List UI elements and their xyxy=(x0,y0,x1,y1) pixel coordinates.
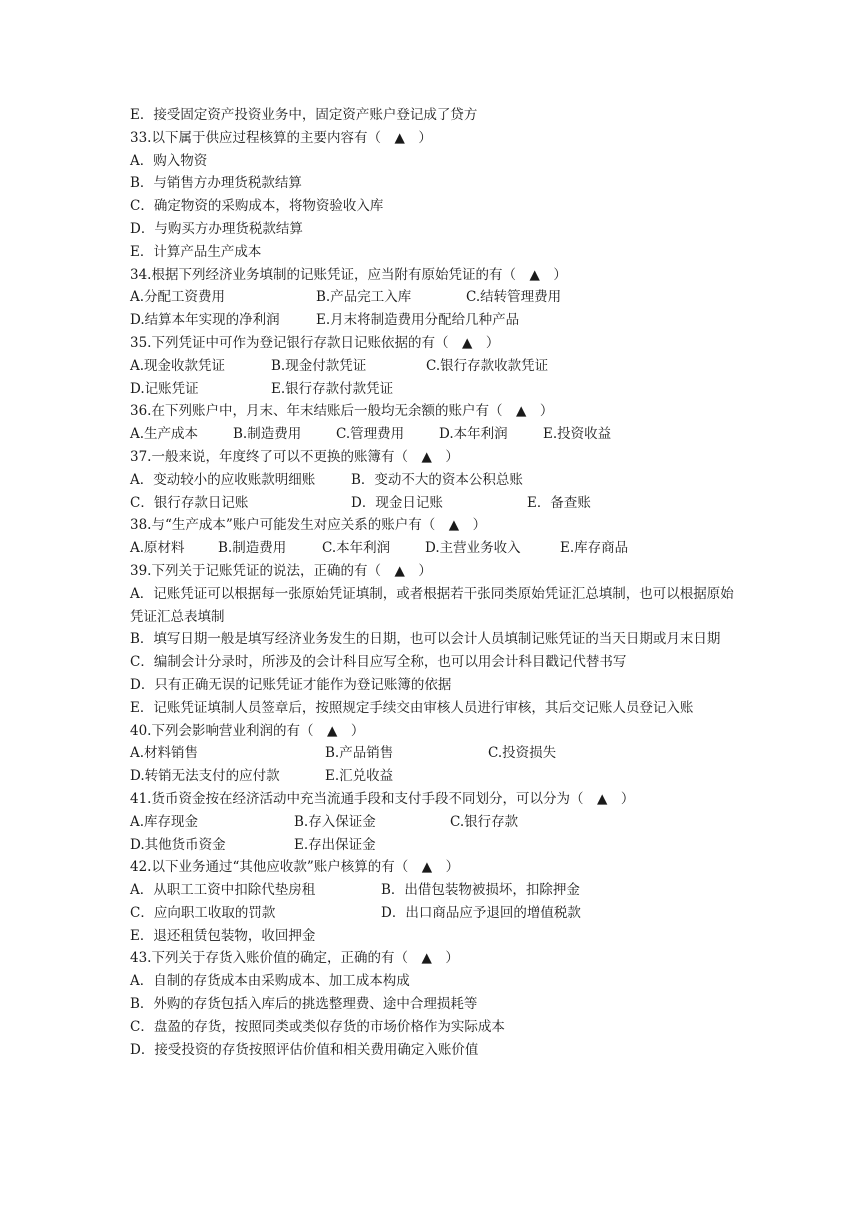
options-row xyxy=(130,286,740,309)
option-line: A．记账凭证可以根据每一张原始凭证填制，或者根据若干张同类原始凭证汇总填制，也可以根据原始凭证汇总表填制 xyxy=(130,585,734,625)
option: C.管理费用 xyxy=(336,426,405,443)
option: E.存出保证金 xyxy=(294,836,376,853)
option: D.转销无法支付的应付款 xyxy=(130,768,280,785)
options-row xyxy=(130,742,740,765)
option: D.其他货币资金 xyxy=(130,836,226,853)
options-row xyxy=(130,537,740,560)
option: B.产品完工入库 xyxy=(316,289,412,306)
option: A.库存现金 xyxy=(130,813,199,830)
option: C.投资损失 xyxy=(488,745,557,762)
options-row xyxy=(130,469,740,492)
option-line: C．编制会计分录时，所涉及的会计科目应写全称，也可以用会计科目戳记代替书写 xyxy=(130,654,627,671)
option: A.原材料 xyxy=(130,540,185,557)
option: A.材料销售 xyxy=(130,745,199,762)
option: E.月末将制造费用分配给几种产品 xyxy=(316,312,520,329)
option: E.库存商品 xyxy=(560,540,629,557)
option-line: D．接受投资的存货按照评估价值和相关费用确定入账价值 xyxy=(130,1041,479,1058)
question-39: 39.下列关于记账凭证的说法，正确的有（ ▲ ） xyxy=(130,562,432,579)
option: D．出口商品应予退回的增值税款 xyxy=(381,904,581,921)
option-line: E．计算产品生产成本 xyxy=(130,243,262,260)
option: C.银行存款收款凭证 xyxy=(426,357,549,374)
option: B.产品销售 xyxy=(325,745,394,762)
option: C.结转管理费用 xyxy=(466,289,562,306)
option: E．备查账 xyxy=(527,494,591,511)
question-42: 42.以下业务通过“其他应收款”账户核算的有（ ▲ ） xyxy=(130,859,460,876)
options-row xyxy=(130,879,740,902)
option: D.结算本年实现的净利润 xyxy=(130,312,280,329)
question-34: 34.根据下列经济业务填制的记账凭证，应当附有原始凭证的有（ ▲ ） xyxy=(130,266,567,283)
option: B.存入保证金 xyxy=(294,813,376,830)
options-row xyxy=(130,902,740,925)
question-38: 38.与“生产成本”账户可能发生对应关系的账户有（ ▲ ） xyxy=(130,517,487,534)
option-line: E．退还租赁包装物，收回押金 xyxy=(130,927,316,944)
option: E.投资收益 xyxy=(543,426,612,443)
options-row xyxy=(130,355,740,378)
option-line: C．盘盈的存货，按照同类或类似存货的市场价格作为实际成本 xyxy=(130,1018,505,1035)
option: C．银行存款日记账 xyxy=(130,494,249,511)
option: E.银行存款付款凭证 xyxy=(271,380,394,397)
option: A．变动较小的应收账款明细账 xyxy=(130,471,316,488)
option-line: D．与购买方办理货税款结算 xyxy=(130,220,303,237)
options-row xyxy=(130,378,740,401)
option: B．出借包装物被损坏，扣除押金 xyxy=(381,882,580,899)
option: C.银行存款 xyxy=(450,813,519,830)
option: D．现金日记账 xyxy=(351,494,443,511)
question-35: 35.下列凭证中可作为登记银行存款日记账依据的有（ ▲ ） xyxy=(130,334,500,351)
options-row xyxy=(130,423,740,446)
option-line: E．记账凭证填制人员签章后，按照规定手续交由审核人员进行审核，其后交记账人员登记入账 xyxy=(130,699,694,716)
options-row xyxy=(130,834,740,857)
option-line: E．接受固定资产投资业务中，固定资产账户登记成了贷方 xyxy=(130,107,478,123)
option: B．变动不大的资本公积总账 xyxy=(351,471,523,488)
options-row xyxy=(130,309,740,332)
option: C.本年利润 xyxy=(322,540,391,557)
option: C．应向职工收取的罚款 xyxy=(130,904,276,921)
option: A.分配工资费用 xyxy=(130,289,226,306)
option-line: B．填写日期一般是填写经济业务发生的日期，也可以会计人员填制记账凭证的当天日期或月末日期 xyxy=(130,631,721,648)
option: A.生产成本 xyxy=(130,426,199,443)
question-37: 37.一般来说，年度终了可以不更换的账簿有（ ▲ ） xyxy=(130,448,459,465)
option-line: B．与销售方办理货税款结算 xyxy=(130,175,302,192)
option: D.主营业务收入 xyxy=(425,540,521,557)
option-line: A．自制的存货成本由采购成本、加工成本构成 xyxy=(130,973,410,990)
option: A．从职工工资中扣除代垫房租 xyxy=(130,882,316,899)
option-line: A．购入物资 xyxy=(130,152,208,169)
document-page xyxy=(130,104,740,1061)
options-row xyxy=(130,765,740,788)
option-line: D．只有正确无误的记账凭证才能作为登记账簿的依据 xyxy=(130,676,452,693)
option: D.记账凭证 xyxy=(130,380,199,397)
question-40: 40.下列会影响营业利润的有（ ▲ ） xyxy=(130,722,365,739)
options-row xyxy=(130,492,740,515)
option-line: B．外购的存货包括入库后的挑选整理费、途中合理损耗等 xyxy=(130,996,478,1013)
question-36: 36.在下列账户中，月末、年末结账后一般均无余额的账户有（ ▲ ） xyxy=(130,403,554,420)
question-41: 41.货币资金按在经济活动中充当流通手段和支付手段不同划分，可以分为（ ▲ ） xyxy=(130,790,635,807)
question-43: 43.下列关于存货入账价值的确定，正确的有（ ▲ ） xyxy=(130,950,459,967)
option: D.本年利润 xyxy=(439,426,508,443)
option: A.现金收款凭证 xyxy=(130,357,226,374)
option: B.制造费用 xyxy=(233,426,302,443)
question-33: 33.以下属于供应过程核算的主要内容有（ ▲ ） xyxy=(130,129,432,146)
option: B.制造费用 xyxy=(218,540,287,557)
option-line: C．确定物资的采购成本，将物资验收入库 xyxy=(130,198,384,215)
options-row xyxy=(130,811,740,834)
option: E.汇兑收益 xyxy=(325,768,394,785)
option: B.现金付款凭证 xyxy=(271,357,367,374)
